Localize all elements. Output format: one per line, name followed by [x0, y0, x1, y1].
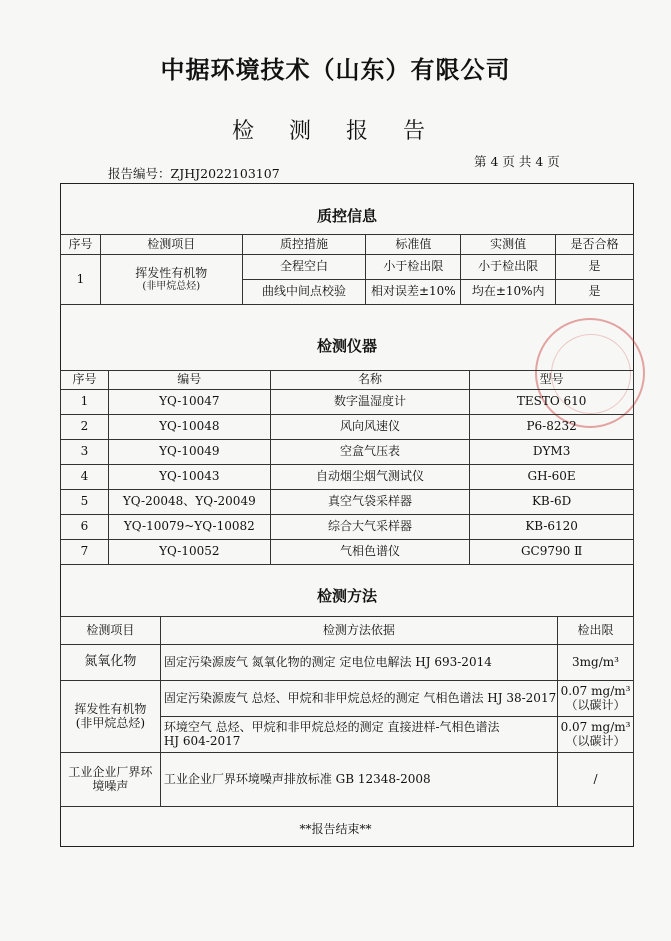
table-row: [61, 681, 634, 717]
instruments-table: [60, 370, 634, 565]
instr-name: 风向风速仪: [270, 415, 470, 440]
qc-pass: 是: [556, 280, 634, 305]
qc-actual: 小于检出限: [461, 255, 556, 280]
qc-header-actual: 实测值: [461, 235, 556, 255]
instr-code: YQ-20048、YQ-20049: [108, 490, 270, 515]
method-limit-voc-2-note: （以碳计）: [565, 733, 626, 748]
report-number-value: ZJHJ2022103107: [170, 166, 280, 181]
method-limit-nox: 3mg/m³: [558, 645, 634, 681]
instr-header-code: 编号: [108, 371, 270, 390]
instr-model: P6-8232: [470, 415, 634, 440]
instr-no: 2: [61, 415, 109, 440]
report-title: 检 测 报 告: [232, 119, 439, 144]
instr-model: KB-6D: [470, 490, 634, 515]
table-row: [61, 753, 634, 807]
method-header-item: 检测项目: [61, 617, 161, 645]
method-limit-voc-1-note: （以碳计）: [565, 697, 626, 712]
instr-code: YQ-10043: [108, 465, 270, 490]
instr-name: 综合大气采样器: [270, 515, 470, 540]
method-item-voc: 挥发性有机物: [74, 701, 147, 716]
instr-model: GH-60E: [470, 465, 634, 490]
instr-no: 5: [61, 490, 109, 515]
method-header-limit: 检出限: [558, 617, 634, 645]
qc-header-standard: 标准值: [366, 235, 461, 255]
qc-section-title: 质控信息: [316, 207, 377, 225]
method-limit-voc-2-value: 0.07 mg/m³: [560, 719, 631, 734]
instr-code: YQ-10048: [108, 415, 270, 440]
qc-item-cell: [100, 255, 242, 305]
table-row: [61, 415, 634, 440]
method-header-basis: 检测方法依据: [160, 617, 557, 645]
qc-item-note: (非甲烷总烃): [142, 280, 201, 292]
qc-header-item: 检测项目: [100, 235, 242, 255]
table-row: [61, 255, 634, 280]
instr-no: 1: [61, 390, 109, 415]
methods-section-title: 检测方法: [316, 587, 377, 605]
qc-measure: 全程空白: [242, 255, 366, 280]
qc-table: [60, 234, 634, 305]
instr-model: GC9790 Ⅱ: [470, 540, 634, 565]
page-info: 第 4 页 共 4 页: [474, 154, 560, 169]
method-item-voc-cell: [61, 681, 161, 753]
report-end-marker: **报告结束**: [299, 822, 372, 836]
table-row: [61, 440, 634, 465]
table-row: [61, 465, 634, 490]
method-basis-voc-1: 固定污染源废气 总烃、甲烷和非甲烷总烃的测定 气相色谱法 HJ 38-2017: [160, 681, 557, 717]
company-name: 中据环境技术（山东）有限公司: [160, 55, 511, 84]
instr-no: 7: [61, 540, 109, 565]
table-row: [61, 490, 634, 515]
method-limit-voc-1: [558, 681, 634, 717]
instr-code: YQ-10049: [108, 440, 270, 465]
qc-standard: 相对误差±10%: [366, 280, 461, 305]
instr-no: 3: [61, 440, 109, 465]
method-item-voc-note: (非甲烷总烃): [75, 715, 146, 730]
instr-name: 空盒气压表: [270, 440, 470, 465]
qc-header-no: 序号: [61, 235, 101, 255]
method-basis-voc-2-line1: 环境空气 总烃、甲烷和非甲烷总烃的测定 直接进样-气相色谱法: [163, 719, 500, 734]
table-row: [61, 390, 634, 415]
report-number-label: 报告编号：: [108, 166, 171, 181]
qc-pass: 是: [556, 255, 634, 280]
report-number: [108, 164, 280, 182]
table-row: [61, 540, 634, 565]
instr-name: 真空气袋采样器: [270, 490, 470, 515]
qc-actual: 均在±10%内: [461, 280, 556, 305]
method-basis-voc-2: [160, 717, 557, 753]
instr-model: DYM3: [470, 440, 634, 465]
instruments-section-title: 检测仪器: [316, 337, 377, 355]
qc-measure: 曲线中间点校验: [242, 280, 366, 305]
instr-code: YQ-10052: [108, 540, 270, 565]
instr-no: 4: [61, 465, 109, 490]
method-item-nox: 氮氧化物: [61, 645, 161, 681]
method-limit-voc-2: [558, 717, 634, 753]
table-row: [61, 645, 634, 681]
method-basis-nox: 固定污染源废气 氮氧化物的测定 定电位电解法 HJ 693-2014: [160, 645, 557, 681]
qc-standard: 小于检出限: [366, 255, 461, 280]
instr-header-name: 名称: [270, 371, 470, 390]
method-basis-noise: 工业企业厂界环境噪声排放标准 GB 12348-2008: [160, 753, 557, 807]
instr-code: YQ-10079~YQ-10082: [108, 515, 270, 540]
instr-model: TESTO 610: [470, 390, 634, 415]
instr-name: 自动烟尘烟气测试仪: [270, 465, 470, 490]
qc-header-pass: 是否合格: [556, 235, 634, 255]
instr-header-no: 序号: [61, 371, 109, 390]
instr-header-model: 型号: [470, 371, 634, 390]
method-limit-noise: /: [558, 753, 634, 807]
instr-code: YQ-10047: [108, 390, 270, 415]
method-limit-voc-1-value: 0.07 mg/m³: [560, 683, 631, 698]
instr-no: 6: [61, 515, 109, 540]
methods-table: [60, 616, 634, 807]
instr-model: KB-6120: [470, 515, 634, 540]
table-row: [61, 515, 634, 540]
instr-name: 气相色谱仪: [270, 540, 470, 565]
qc-header-measure: 质控措施: [242, 235, 366, 255]
qc-row-no: 1: [61, 255, 101, 305]
instr-name: 数字温湿度计: [270, 390, 470, 415]
qc-item: 挥发性有机物: [135, 265, 208, 280]
method-basis-voc-2-line2: HJ 604-2017: [163, 733, 241, 748]
method-item-noise: 工业企业厂界环境噪声: [61, 753, 161, 807]
